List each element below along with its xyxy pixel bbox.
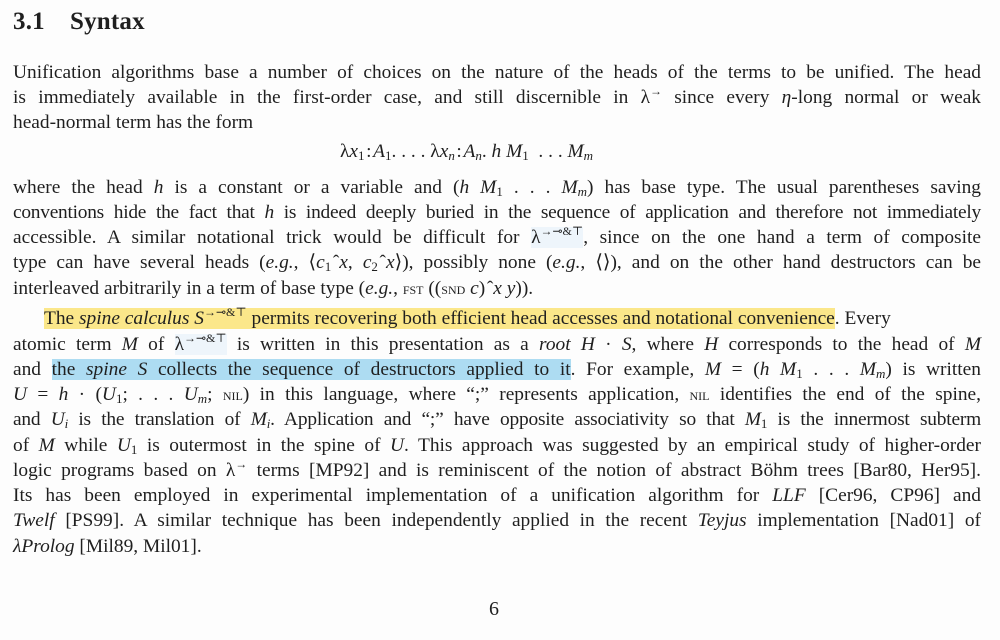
highlight-blue: the spine S collects the sequence of destructors applied to it <box>51 359 571 380</box>
display-equation: $\lambda x_1$ : $A_1$. . . . $\lambda x_n$ : $A_n$. h $M_1$ . . . $M_m$ <box>340 141 594 163</box>
text: is outermost in the spine of <box>137 435 390 456</box>
paragraph-1-line-1 <box>13 61 981 85</box>
paragraph-3-line-3: and the spine S collects the sequence of destructors applied to it. For example, M = (h $M_1$ . . . $M_m$) is written <box>13 359 981 381</box>
text: . Application and “;” have opposite associativity so that <box>270 409 745 430</box>
text: LLF <box>772 485 806 506</box>
paragraph-1-line-2 <box>13 86 981 110</box>
text: root <box>539 334 571 355</box>
text: Teyjus <box>697 510 747 531</box>
paragraph-3-line-5: and $U_i$ is the translation of $M_i$. Application and “;” have opposite associativity so that $M_1$ is the innermost subterm <box>13 409 982 431</box>
text: Twelf <box>13 510 55 531</box>
lambda-linear: λ→⊸&⊤ <box>531 224 584 248</box>
paragraph-3-line-10 <box>13 535 981 559</box>
paragraph-1-line-3 <box>13 111 981 135</box>
text: [Mil89, Mil01]. <box>74 536 202 557</box>
text: is written <box>891 359 981 380</box>
text: logic programs based on <box>13 460 226 481</box>
text: λProlog <box>13 536 75 557</box>
paragraph-2-line-1: where the head h is a constant or a variable and (h $M_1$ . . . $M_m$) has base type. The usual parentheses saving <box>13 177 981 199</box>
paragraph-2-line-4: type can have several heads (e.g., $⟨c_1$ ˆx, $c_2$ ˆx⟩), possibly none (e.g., ⟨⟩), and on the other hand destructors can be <box>13 252 982 274</box>
text: and <box>13 359 52 380</box>
paragraph-2-line-3 <box>13 226 981 250</box>
text: while <box>54 435 117 456</box>
text: is written in this presentation as a <box>226 334 540 355</box>
text: ) has base type. The usual parentheses saving <box>587 177 981 198</box>
paragraph-3-line-9 <box>13 509 981 533</box>
text: [PS99]. A similar technique has been independently applied in the recent <box>54 510 698 531</box>
text: head-normal term has the form <box>13 112 254 133</box>
text: and <box>13 409 51 430</box>
text: terms [MP92] and is reminiscent of the notion of abstract Böhm trees [Bar80, Her95]. <box>247 460 981 481</box>
text: . This approach was suggested by an empirical study of higher-order <box>404 435 981 456</box>
text: ), and on the other hand destructors can be <box>610 252 982 273</box>
text: implementation [Nad01] of <box>746 510 981 531</box>
text: in this language, where “;” represents application, <box>249 384 690 405</box>
paragraph-3-line-4: $U = h \cdot (U_1$; . . . $U_m$; nil) in this language, where “;” represents application, nil identifies the end of the spine, <box>13 384 981 406</box>
text: conventions hide the fact that <box>13 202 265 223</box>
paragraph-3-line-7: logic programs based on λ→ terms [MP92] and is reminiscent of the notion of abstract Böhm trees [Bar80, Her95]. <box>13 457 981 481</box>
page-number: 6 <box>489 598 499 620</box>
section-title: Syntax <box>70 8 145 35</box>
paragraph-3-line-6: of M while $U_1$ is outermost in the spine of U. This approach was suggested by an empirical study of higher-order <box>13 435 981 457</box>
paragraph-3-line-1 <box>13 307 981 331</box>
text: of <box>13 435 39 456</box>
section-number: 3.1 <box>13 8 45 35</box>
text: ), possibly none ( <box>402 252 553 273</box>
paragraph-2-line-5: interleaved arbitrarily in a term of base type (e.g., fst ((snd c) ˆx y)). <box>13 278 534 299</box>
text: is indeed deeply buried in the sequence of application and therefore not immediately <box>273 202 981 223</box>
text: , since on the one hand a term of composite <box>583 227 981 248</box>
paragraph-3-line-2: atomic term M of λ→⊸&⊤ is written in this presentation as a root H · S, where H corresponds to the head of M <box>13 331 982 355</box>
text: of <box>137 334 175 355</box>
text: ). <box>521 278 534 299</box>
paragraph-3-line-8 <box>13 484 981 508</box>
text: is the translation of <box>67 409 251 430</box>
text: is immediately available in the first-order case, and still discernible in <box>13 87 641 108</box>
text: . Every <box>834 308 891 329</box>
eta: η <box>781 87 792 108</box>
lambda-arrow: λ→ <box>640 84 662 108</box>
text: , where <box>631 334 705 355</box>
section-heading <box>13 8 145 36</box>
text: since every <box>661 87 782 108</box>
text: Unification algorithms base a number of choices on the nature of the heads of the terms to be unified. The head <box>13 62 981 83</box>
highlight-yellow: The spine calculus S→⊸&⊤ permits recovering both efficient head accesses and notational convenience <box>44 305 835 329</box>
text: where the head <box>13 177 154 198</box>
text: corresponds to the head of <box>718 334 965 355</box>
text: identifies the end of the spine, <box>709 384 981 405</box>
text: interleaved arbitrarily in a term of base type ( <box>13 278 366 299</box>
text: . For example, <box>570 359 705 380</box>
text: [Cer96, CP96] and <box>805 485 981 506</box>
text: is the innermost subterm <box>767 409 982 430</box>
lambda-linear: λ→⊸&⊤ <box>174 331 227 355</box>
text: Its has been employed in experimental implementation of a unification algorithm for <box>13 485 773 506</box>
paragraph-2-line-2: conventions hide the fact that h is indeed deeply buried in the sequence of application and therefore not immediately <box>13 202 981 223</box>
text: atomic term <box>13 334 122 355</box>
text: is a constant or a variable and ( <box>163 177 460 198</box>
text: accessible. A similar notational trick would be difficult for <box>13 227 532 248</box>
text: type can have several heads ( <box>13 252 266 273</box>
text: -long normal or weak <box>791 87 982 108</box>
